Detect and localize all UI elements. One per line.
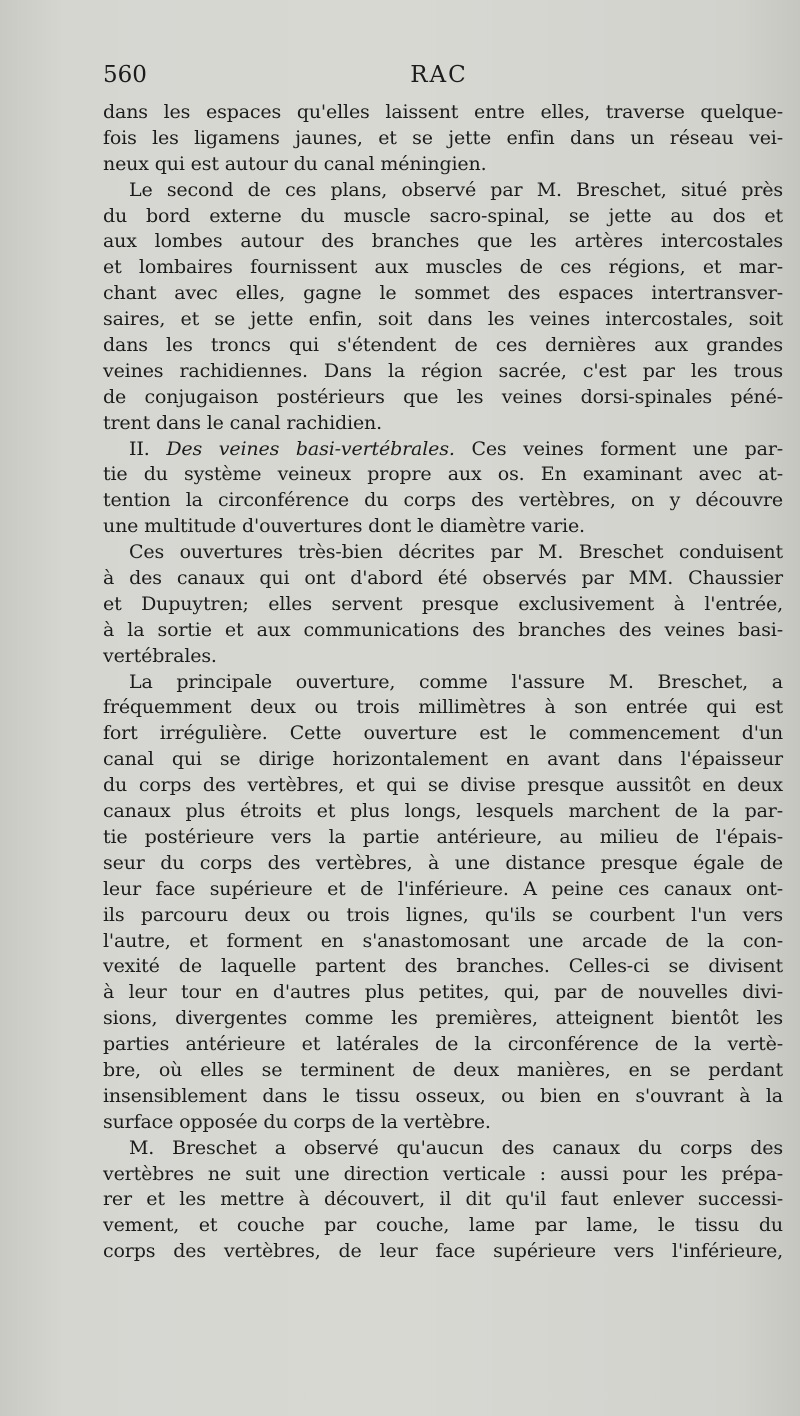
text-line: fréquemment deux ou trois millimètres à son entrée qui est (103, 696, 783, 719)
text-line: parties antérieure et latérales de la circonférence de la vertè- (103, 1033, 783, 1056)
text-line: du bord externe du muscle sacro-spinal, se jette au dos et (103, 204, 783, 227)
text-line: tie postérieure vers la partie antérieure, au milieu de l'épais- (103, 825, 783, 848)
text-line: et lombaires fournissent aux muscles de ces régions, et mar- (103, 256, 783, 279)
paragraph (103, 670, 783, 1136)
text-line: neux qui est autour du canal méningien. (103, 152, 487, 175)
text-line: vertébrales. (103, 644, 217, 667)
text-line: bre, où elles se terminent de deux manières, en se perdant (103, 1058, 783, 1081)
running-head: RAC (410, 62, 468, 88)
text-line: trent dans le canal rachidien. (103, 411, 383, 434)
text-line: saires, et se jette enfin, soit dans les veines intercostales, soit (103, 308, 783, 331)
text-line: vertèbres ne suit une direction verticale : aussi pour les prépa- (103, 1162, 783, 1185)
body-text (103, 100, 783, 1265)
text-line: insensiblement dans le tissu osseux, ou bien en s'ouvrant à la (103, 1084, 783, 1107)
paragraph (103, 540, 783, 669)
paragraph (103, 1136, 783, 1265)
text-line: vement, et couche par couche, lame par lame, le tissu du (103, 1214, 783, 1237)
text-span: Ces veines forment une par- (471, 437, 784, 460)
text-line: veines rachidiennes. Dans la région sacrée, c'est par les trous (103, 359, 783, 382)
text-line: dans les troncs qui s'étendent de ces dernières aux grandes (103, 334, 783, 357)
text-line: de conjugaison postérieurs que les veines dorsi-spinales péné- (103, 385, 783, 408)
section-numeral: II. (129, 437, 150, 460)
text-line: ils parcouru deux ou trois lignes, qu'ils se courbent l'un vers (103, 903, 783, 926)
text-line: corps des vertèbres, de leur face supérieure vers l'inférieure, (103, 1240, 783, 1263)
section-heading-line (103, 437, 783, 463)
text-line: à la sortie et aux communications des branches des veines basi- (103, 618, 783, 641)
text-line: l'autre, et forment en s'anastomosant une arcade de la con- (103, 929, 783, 952)
paragraph (103, 100, 783, 178)
paragraph (103, 437, 783, 541)
text-line: sions, divergentes comme les premières, atteignent bientôt les (103, 1007, 783, 1030)
text-line: leur face supérieure et de l'inférieure. A peine ces canaux ont- (103, 877, 783, 900)
paragraph (103, 178, 783, 437)
section-title: Des veines basi-vertébrales. (166, 437, 455, 460)
text-line: fort irrégulière. Cette ouverture est le commencement d'un (103, 722, 783, 745)
text-line: aux lombes autour des branches que les artères intercostales (103, 230, 783, 253)
text-line: à leur tour en d'autres plus petites, qui, par de nouvelles divi- (103, 981, 783, 1004)
text-line: M. Breschet a observé qu'aucun des canaux du corps des (129, 1136, 783, 1159)
text-line: tie du système veineux propre aux os. En examinant avec at- (103, 463, 783, 486)
text-line: et Dupuytren; elles servent presque exclusivement à l'entrée, (103, 592, 783, 615)
text-line: surface opposée du corps de la vertèbre. (103, 1110, 491, 1133)
text-line: canal qui se dirige horizontalement en avant dans l'épaisseur (103, 748, 783, 771)
text-line: canaux plus étroits et plus longs, lesquels marchent de la par- (103, 800, 783, 823)
text-line: rer et les mettre à découvert, il dit qu'il faut enlever successi- (103, 1188, 783, 1211)
text-line: Ces ouvertures très-bien décrites par M. Breschet conduisent (129, 541, 783, 564)
page-header (103, 62, 775, 96)
text-line: Le second de ces plans, observé par M. Breschet, situé près (129, 178, 783, 201)
text-line: du corps des vertèbres, et qui se divise presque aussitôt en deux (103, 774, 783, 797)
text-line: à des canaux qui ont d'abord été observés par MM. Chaussier (103, 567, 783, 590)
page-number: 560 (103, 62, 147, 88)
text-line: tention la circonférence du corps des vertèbres, on y découvre (103, 489, 783, 512)
text-line: une multitude d'ouvertures dont le diamètre varie. (103, 515, 585, 538)
text-line: La principale ouverture, comme l'assure M. Breschet, a (129, 670, 783, 693)
text-line: chant avec elles, gagne le sommet des espaces intertransver- (103, 282, 783, 305)
text-line: fois les ligamens jaunes, et se jette enfin dans un réseau vei- (103, 126, 783, 149)
text-line: seur du corps des vertèbres, à une distance presque égale de (103, 851, 783, 874)
text-line: vexité de laquelle partent des branches. Celles-ci se divisent (103, 955, 783, 978)
text-line: dans les espaces qu'elles laissent entre elles, traverse quelque- (103, 101, 783, 123)
